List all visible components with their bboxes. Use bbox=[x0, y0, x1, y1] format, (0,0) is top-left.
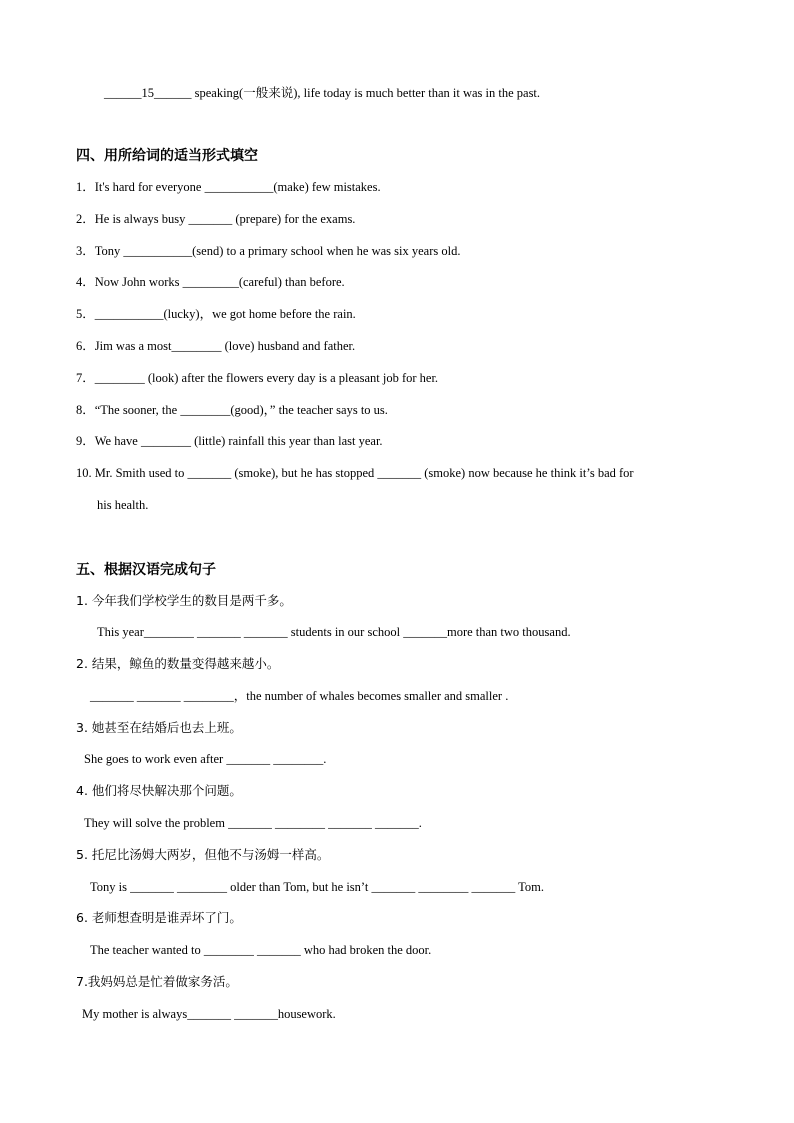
exercise-5-item-1-english: This year________ _______ _______ students in our school _______more than two thousand. bbox=[97, 625, 571, 639]
exercise-5-item-2-english: _______ _______ ________，the number of whales becomes smaller and smaller . bbox=[90, 689, 509, 703]
exercise-4-item-3: 3．Tony ___________(send) to a primary school when he was six years old. bbox=[76, 244, 461, 258]
exercise-5-item-3-chinese: 3. 她甚至在结婚后也去上班。 bbox=[76, 720, 242, 735]
exercise-4-item-10: 10. Mr. Smith used to _______ (smoke), but he has stopped _______ (smoke) now because he think it’s bad for bbox=[76, 466, 634, 480]
exercise-4-item-10-continued: his health. bbox=[97, 498, 149, 512]
exercise-5-item-1-chinese: 1. 今年我们学校学生的数目是两千多。 bbox=[76, 593, 292, 608]
exercise-5-item-3-english: She goes to work even after _______ ________. bbox=[84, 752, 327, 766]
exercise-5-item-5-english: Tony is _______ ________ older than Tom, but he isn’t _______ ________ _______ Tom. bbox=[90, 880, 544, 894]
exercise-4-item-9: 9．We have ________ (little) rainfall this year than last year. bbox=[76, 434, 383, 448]
exercise-5-item-6-english: The teacher wanted to ________ _______ who had broken the door. bbox=[90, 943, 432, 957]
exercise-5-item-5-chinese: 5. 托尼比汤姆大两岁，但他不与汤姆一样高。 bbox=[76, 847, 330, 862]
section-4-heading: 四、用所给词的适当形式填空 bbox=[76, 148, 258, 164]
section-5-heading: 五、根据汉语完成句子 bbox=[76, 562, 216, 578]
exercise-4-item-1: 1．It's hard for everyone ___________(make) few mistakes. bbox=[76, 180, 381, 194]
exercise-5-item-2-chinese: 2. 结果，鲸鱼的数量变得越来越小。 bbox=[76, 656, 280, 671]
exercise-4-item-7: 7．________ (look) after the flowers every day is a pleasant job for her. bbox=[76, 371, 439, 385]
exercise-5-item-4-english: They will solve the problem _______ ________ _______ _______. bbox=[84, 816, 422, 830]
top-sentence: ______15______ speaking(一般来说), life today is much better than it was in the past. bbox=[104, 86, 541, 100]
exercise-5-item-4-chinese: 4. 他们将尽快解决那个问题。 bbox=[76, 783, 242, 798]
exercise-4-item-4: 4．Now John works _________(careful) than before. bbox=[76, 275, 345, 289]
exercise-4-item-6: 6．Jim was a most________ (love) husband and father. bbox=[76, 339, 356, 353]
exercise-5-item-7-english: My mother is always_______ _______housework. bbox=[82, 1007, 336, 1021]
exercise-5-item-7-chinese: 7.我妈妈总是忙着做家务活。 bbox=[76, 974, 238, 989]
exercise-4-item-5: 5．___________(lucky)，we got home before the rain. bbox=[76, 307, 356, 321]
exercise-4-item-2: 2．He is always busy _______ (prepare) for the exams. bbox=[76, 212, 356, 226]
exercise-4-item-8: 8．“The sooner, the ________(good)，” the teacher says to us. bbox=[76, 403, 388, 417]
exercise-5-item-6-chinese: 6. 老师想查明是谁弄坏了门。 bbox=[76, 910, 242, 925]
